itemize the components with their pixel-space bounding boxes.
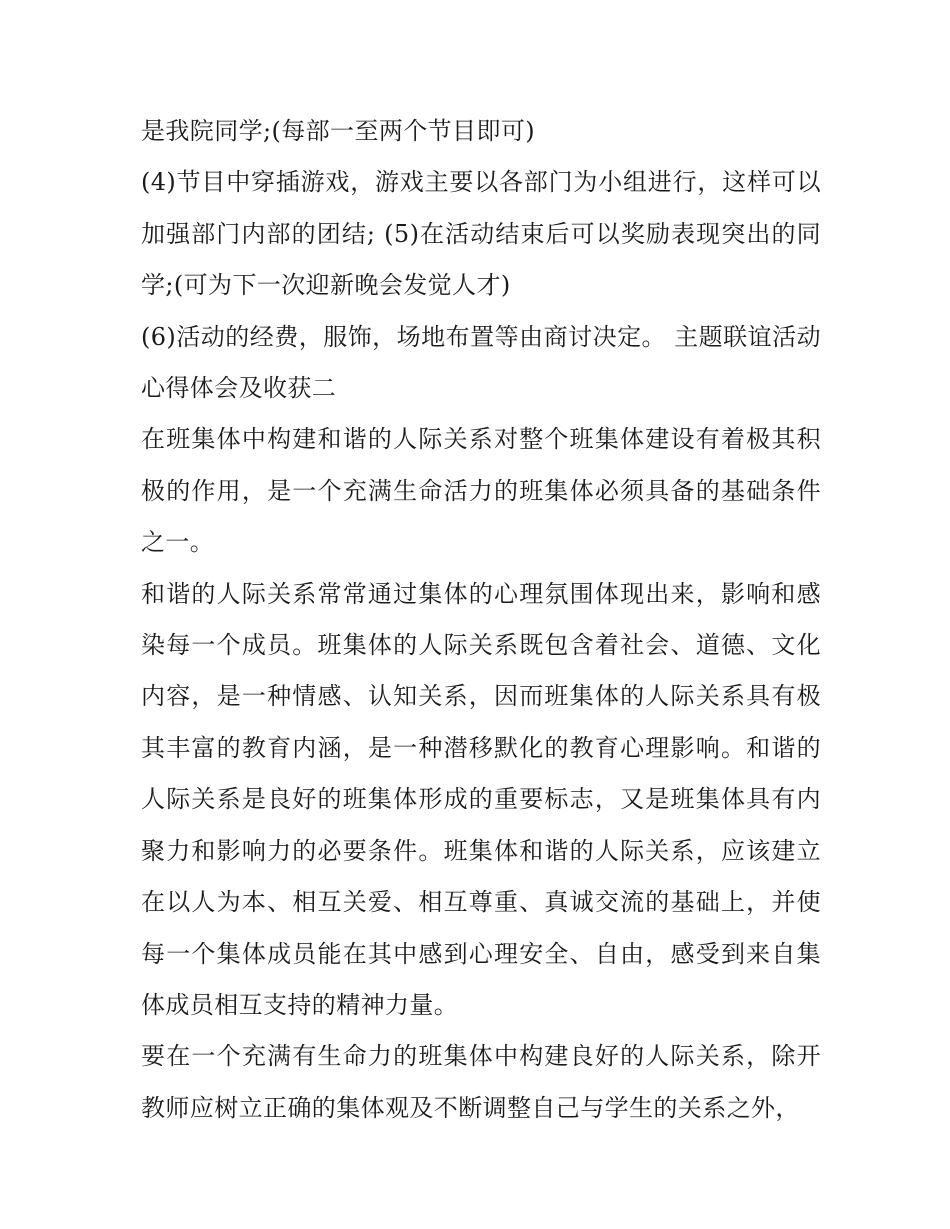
paragraph: 是我院同学;(每部一至两个节目即可): [141, 117, 536, 145]
paragraph: (6)活动的经费，服饰，场地布置等由商讨决定。 主题联谊活动心得体会及收获二: [141, 322, 821, 403]
body-text: [141, 106, 821, 1134]
paragraph: 和谐的人际关系常常通过集体的心理氛围体现出来，影响和感染每一个成员。班集体的人际关系既包含着社会、道德、文化内容，是一种情感、认知关系，因而班集体的人际关系具有极其丰富的教育内涵，是一种潜移默化的教育心理影响。和谐的人际关系是良好的班集体形成的重要标志，又是班集体具有内聚力和影响力的必要条件。班集体和谐的人际关系，应该建立在以人为本、相互关爱、相互尊重、真诚交流的基础上，并使每一个集体成员能在其中感到心理安全、自由，感受到来自集体成员相互支持的精神力量。: [141, 579, 821, 1019]
paragraph: 在班集体中构建和谐的人际关系对整个班集体建设有着极其积极的作用，是一个充满生命活力的班集体必须具备的基础条件之一。: [141, 425, 821, 557]
paragraph: 要在一个充满有生命力的班集体中构建良好的人际关系，除开教师应树立正确的集体观及不断调整自己与学生的关系之外，: [141, 1042, 821, 1122]
paragraph: (4)节目中穿插游戏，游戏主要以各部门为小组进行，这样可以加强部门内部的团结; (5)在活动结束后可以奖励表现突出的同学;(可为下一次迎新晚会发觉人才): [141, 168, 821, 300]
